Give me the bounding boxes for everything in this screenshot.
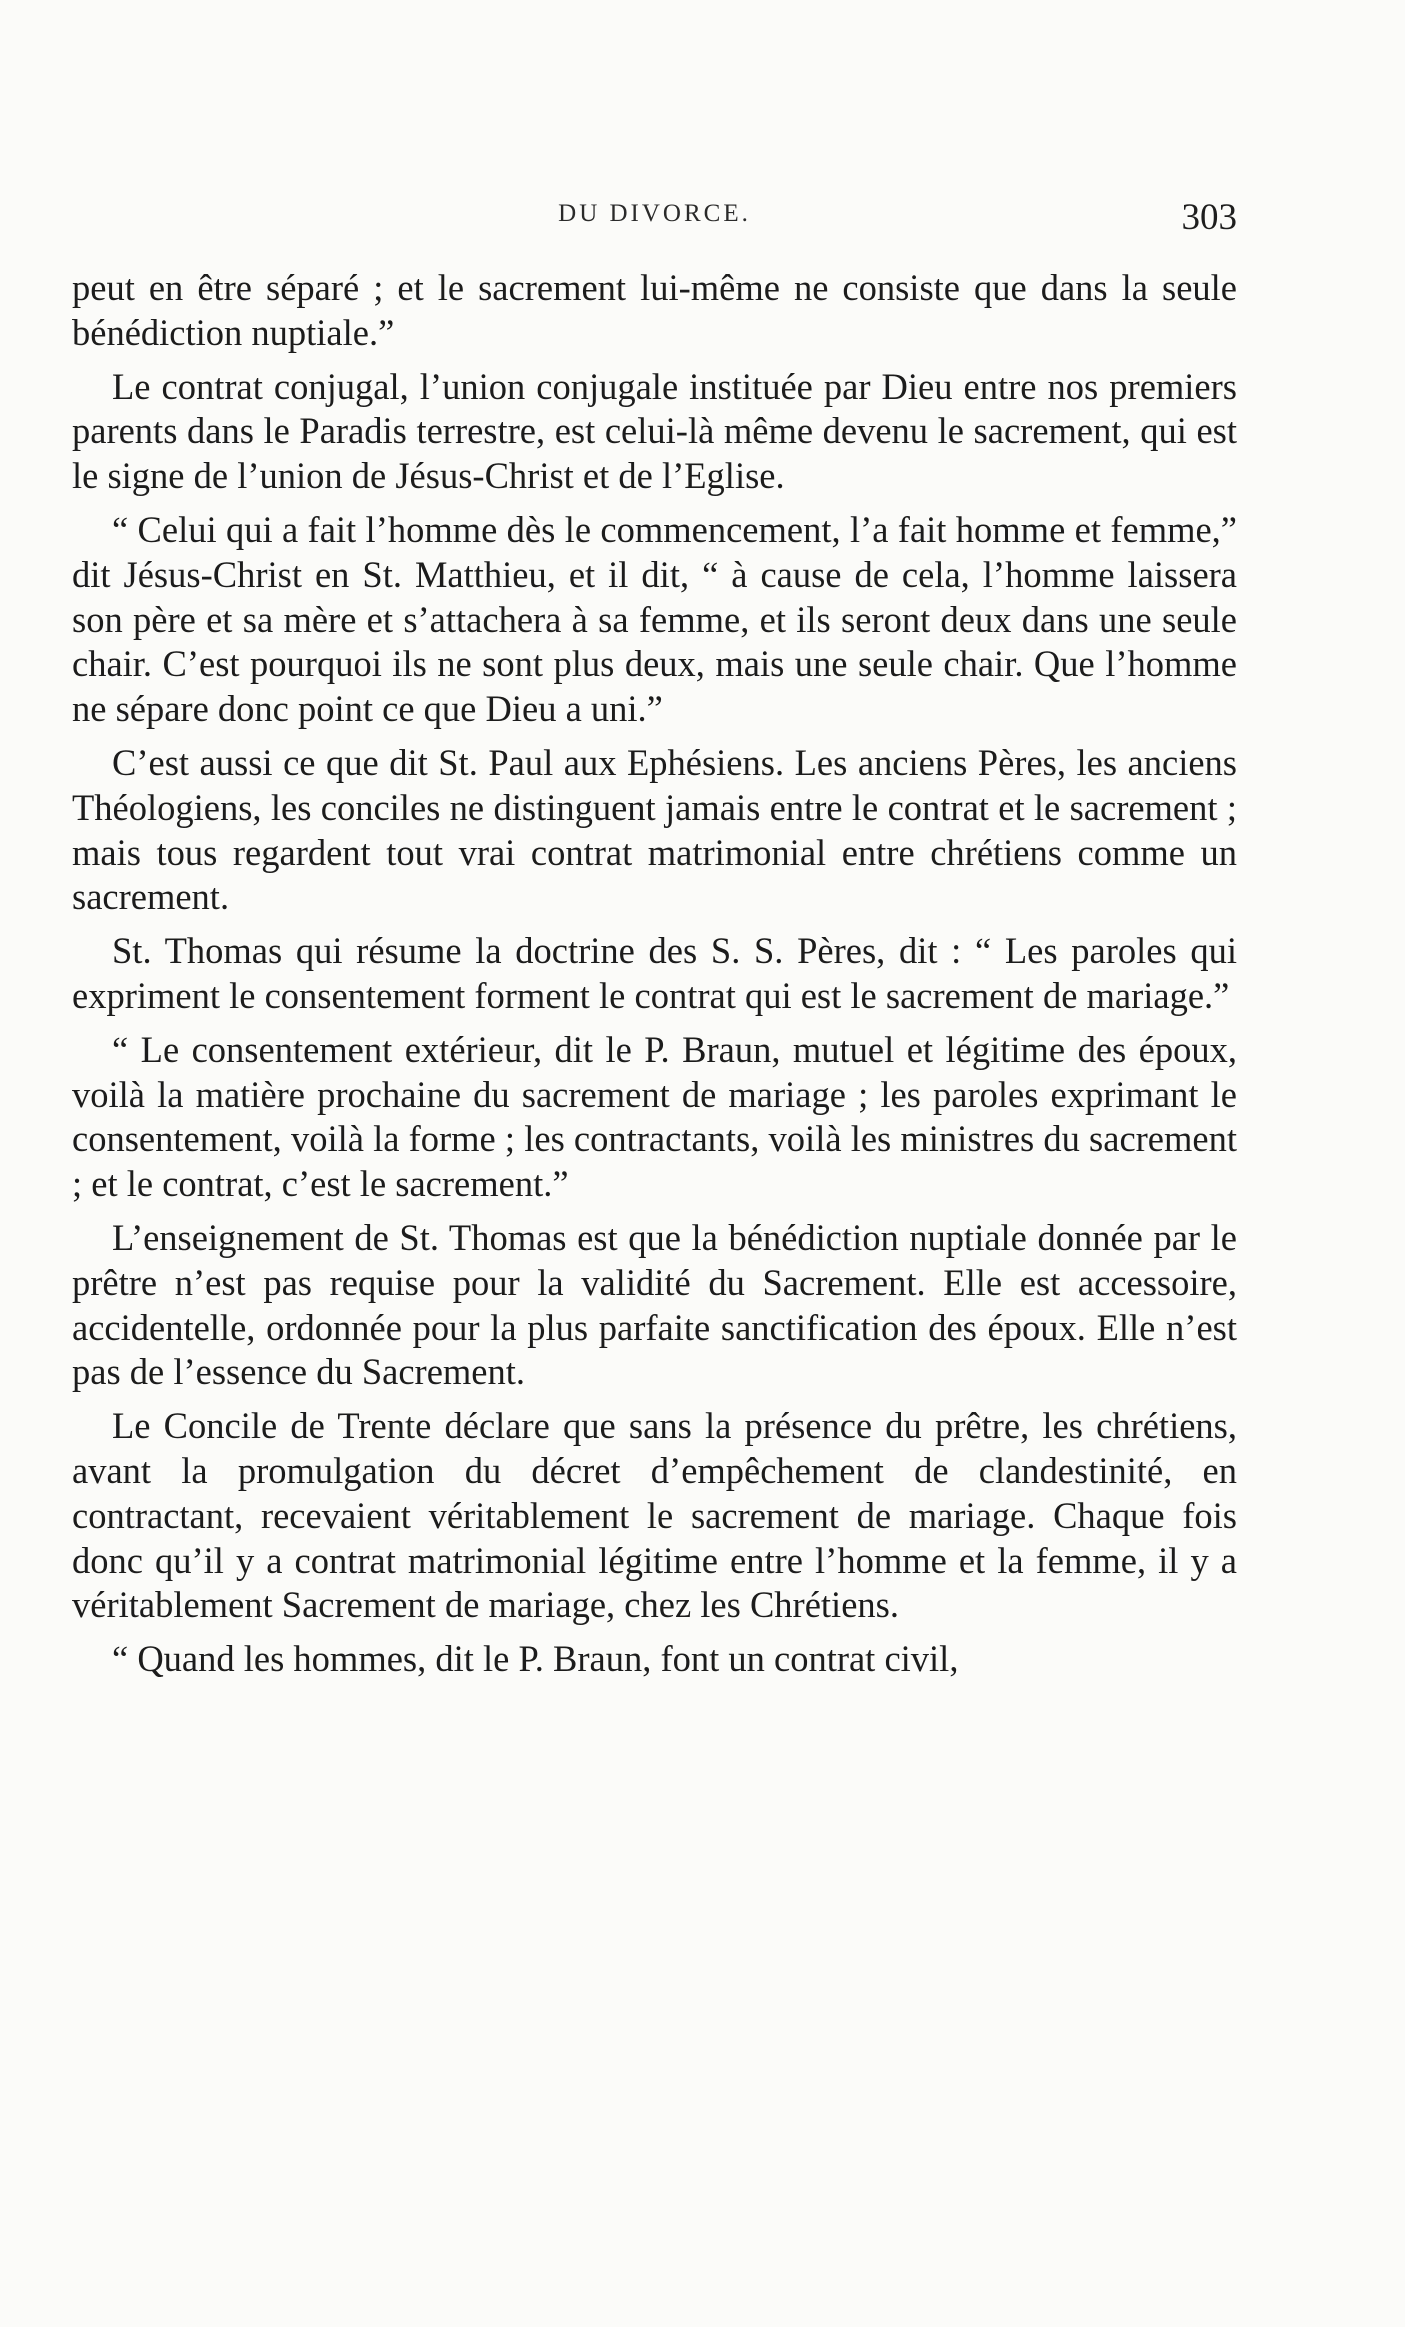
paragraph-st-thomas: St. Thomas qui résume la doctrine des S. S. Pères, dit : “ Les paroles qui expriment le consentement forment le contrat qui est le sacrement de mariage.” bbox=[72, 930, 1237, 1016]
page-header bbox=[72, 196, 1237, 246]
paragraph-concile-trente: Le Concile de Trente déclare que sans la présence du prêtre, les chrétiens, avant la promulgation du décret d’empêchement de clandestinité, en contractant, recevaient véritablement le sacrement de mariage. Chaque fois donc qu’il y a contrat matrimonial légitime entre l’homme et la femme, il y a véritablement Sacrement de mariage, chez les Chrétiens. bbox=[72, 1405, 1237, 1626]
paragraph-enseignement: L’enseignement de St. Thomas est que la bénédiction nuptiale donnée par le prêtre n’est pas requise pour la validité du Sacrement. Elle est accessoire, accidentelle, ordonnée pour la plus parfaite sanctification des époux. Elle n’est pas de l’essence du Sacrement. bbox=[72, 1216, 1237, 1393]
paragraph-st-paul: C’est aussi ce que dit St. Paul aux Ephésiens. Les anciens Pères, les anciens Théologiens, les conciles ne distinguent jamais entre le contrat et le sacrement ; mais tous regardent tout vrai contrat matrimonial entre chrétiens comme un sacrement. bbox=[72, 741, 1237, 918]
running-head: DU DIVORCE. bbox=[558, 200, 751, 227]
paragraph-quote-matthieu: “ Celui qui a fait l’homme dès le commencement, l’a fait homme et femme,” dit Jésus-Christ en St. Matthieu, et il dit, “ à cause de cela, l’homme laissera son père et sa mère et s’attachera à sa femme, et ils seront deux dans une seule chair. C’est pourquoi ils ne sont plus deux, mais une seule chair. Que l’homme ne sépare donc point ce que Dieu a uni.” bbox=[72, 508, 1237, 730]
paragraph-contrat-conjugal: Le contrat conjugal, l’union conjugale instituée par Dieu entre nos premiers parents dans le Paradis terrestre, est celui-là même devenu le sacrement, qui est le signe de l’union de Jésus-Christ et de l’Eglise. bbox=[72, 365, 1237, 497]
body-text bbox=[72, 266, 1237, 1691]
paragraph-continuation: peut en être séparé ; et le sacrement lui-même ne consiste que dans la seule bénédiction nuptiale.” bbox=[72, 267, 1237, 353]
paragraph-quote-braun: “ Le consentement extérieur, dit le P. Braun, mutuel et légitime des époux, voilà la matière prochaine du sacrement de mariage ; les paroles exprimant le consentement, voilà la forme ; les contractants, voilà les ministres du sacrement ; et le contrat, c’est le sacrement.” bbox=[72, 1028, 1237, 1205]
page-number: 303 bbox=[1181, 197, 1237, 238]
paragraph-quote-contrat-civil: “ Quand les hommes, dit le P. Braun, font un contrat civil, bbox=[112, 1638, 959, 1680]
